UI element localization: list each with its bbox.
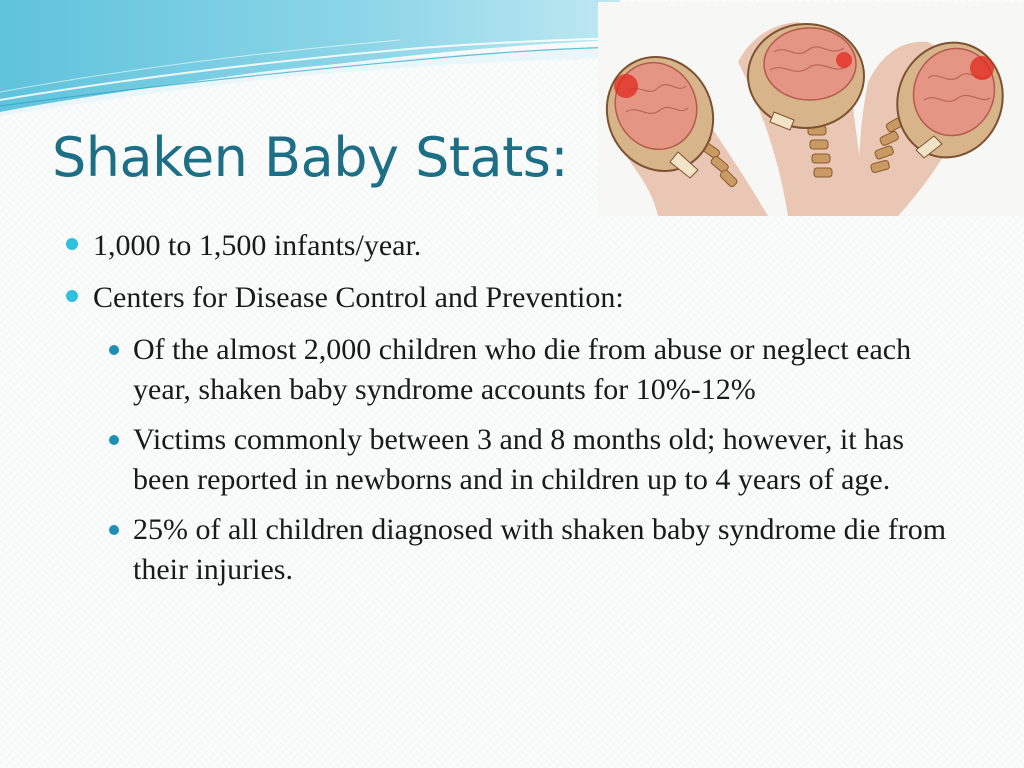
sub-bullet-dot-icon <box>109 435 119 445</box>
bullet-list <box>62 226 962 600</box>
sub-bullet-text: 25% of all children diagnosed with shaken baby syndrome die from their injuries. <box>133 513 947 586</box>
sub-bullet-text: Of the almost 2,000 children who die from abuse or neglect each year, shaken baby syndrome accounts for 10%-12% <box>133 333 912 406</box>
sub-bullet-item <box>103 330 962 410</box>
shaken-head-illustration <box>598 2 1024 216</box>
sub-bullet-item <box>103 420 962 500</box>
bullet-dot-icon <box>66 290 78 302</box>
bullet-item <box>62 278 962 318</box>
sub-bullet-item <box>103 510 962 590</box>
sub-bullet-dot-icon <box>109 345 119 355</box>
bullet-item <box>62 226 962 266</box>
sub-bullet-dot-icon <box>109 525 119 535</box>
bullet-dot-icon <box>66 238 78 250</box>
bullet-text: 1,000 to 1,500 infants/year. <box>93 229 422 262</box>
sub-bullet-text: Victims commonly between 3 and 8 months old; however, it has been reported in newborns and in children up to 4 years of age. <box>133 423 905 496</box>
slide-title: Shaken Baby Stats: <box>52 126 569 189</box>
bullet-text: Centers for Disease Control and Prevention: <box>93 281 624 314</box>
